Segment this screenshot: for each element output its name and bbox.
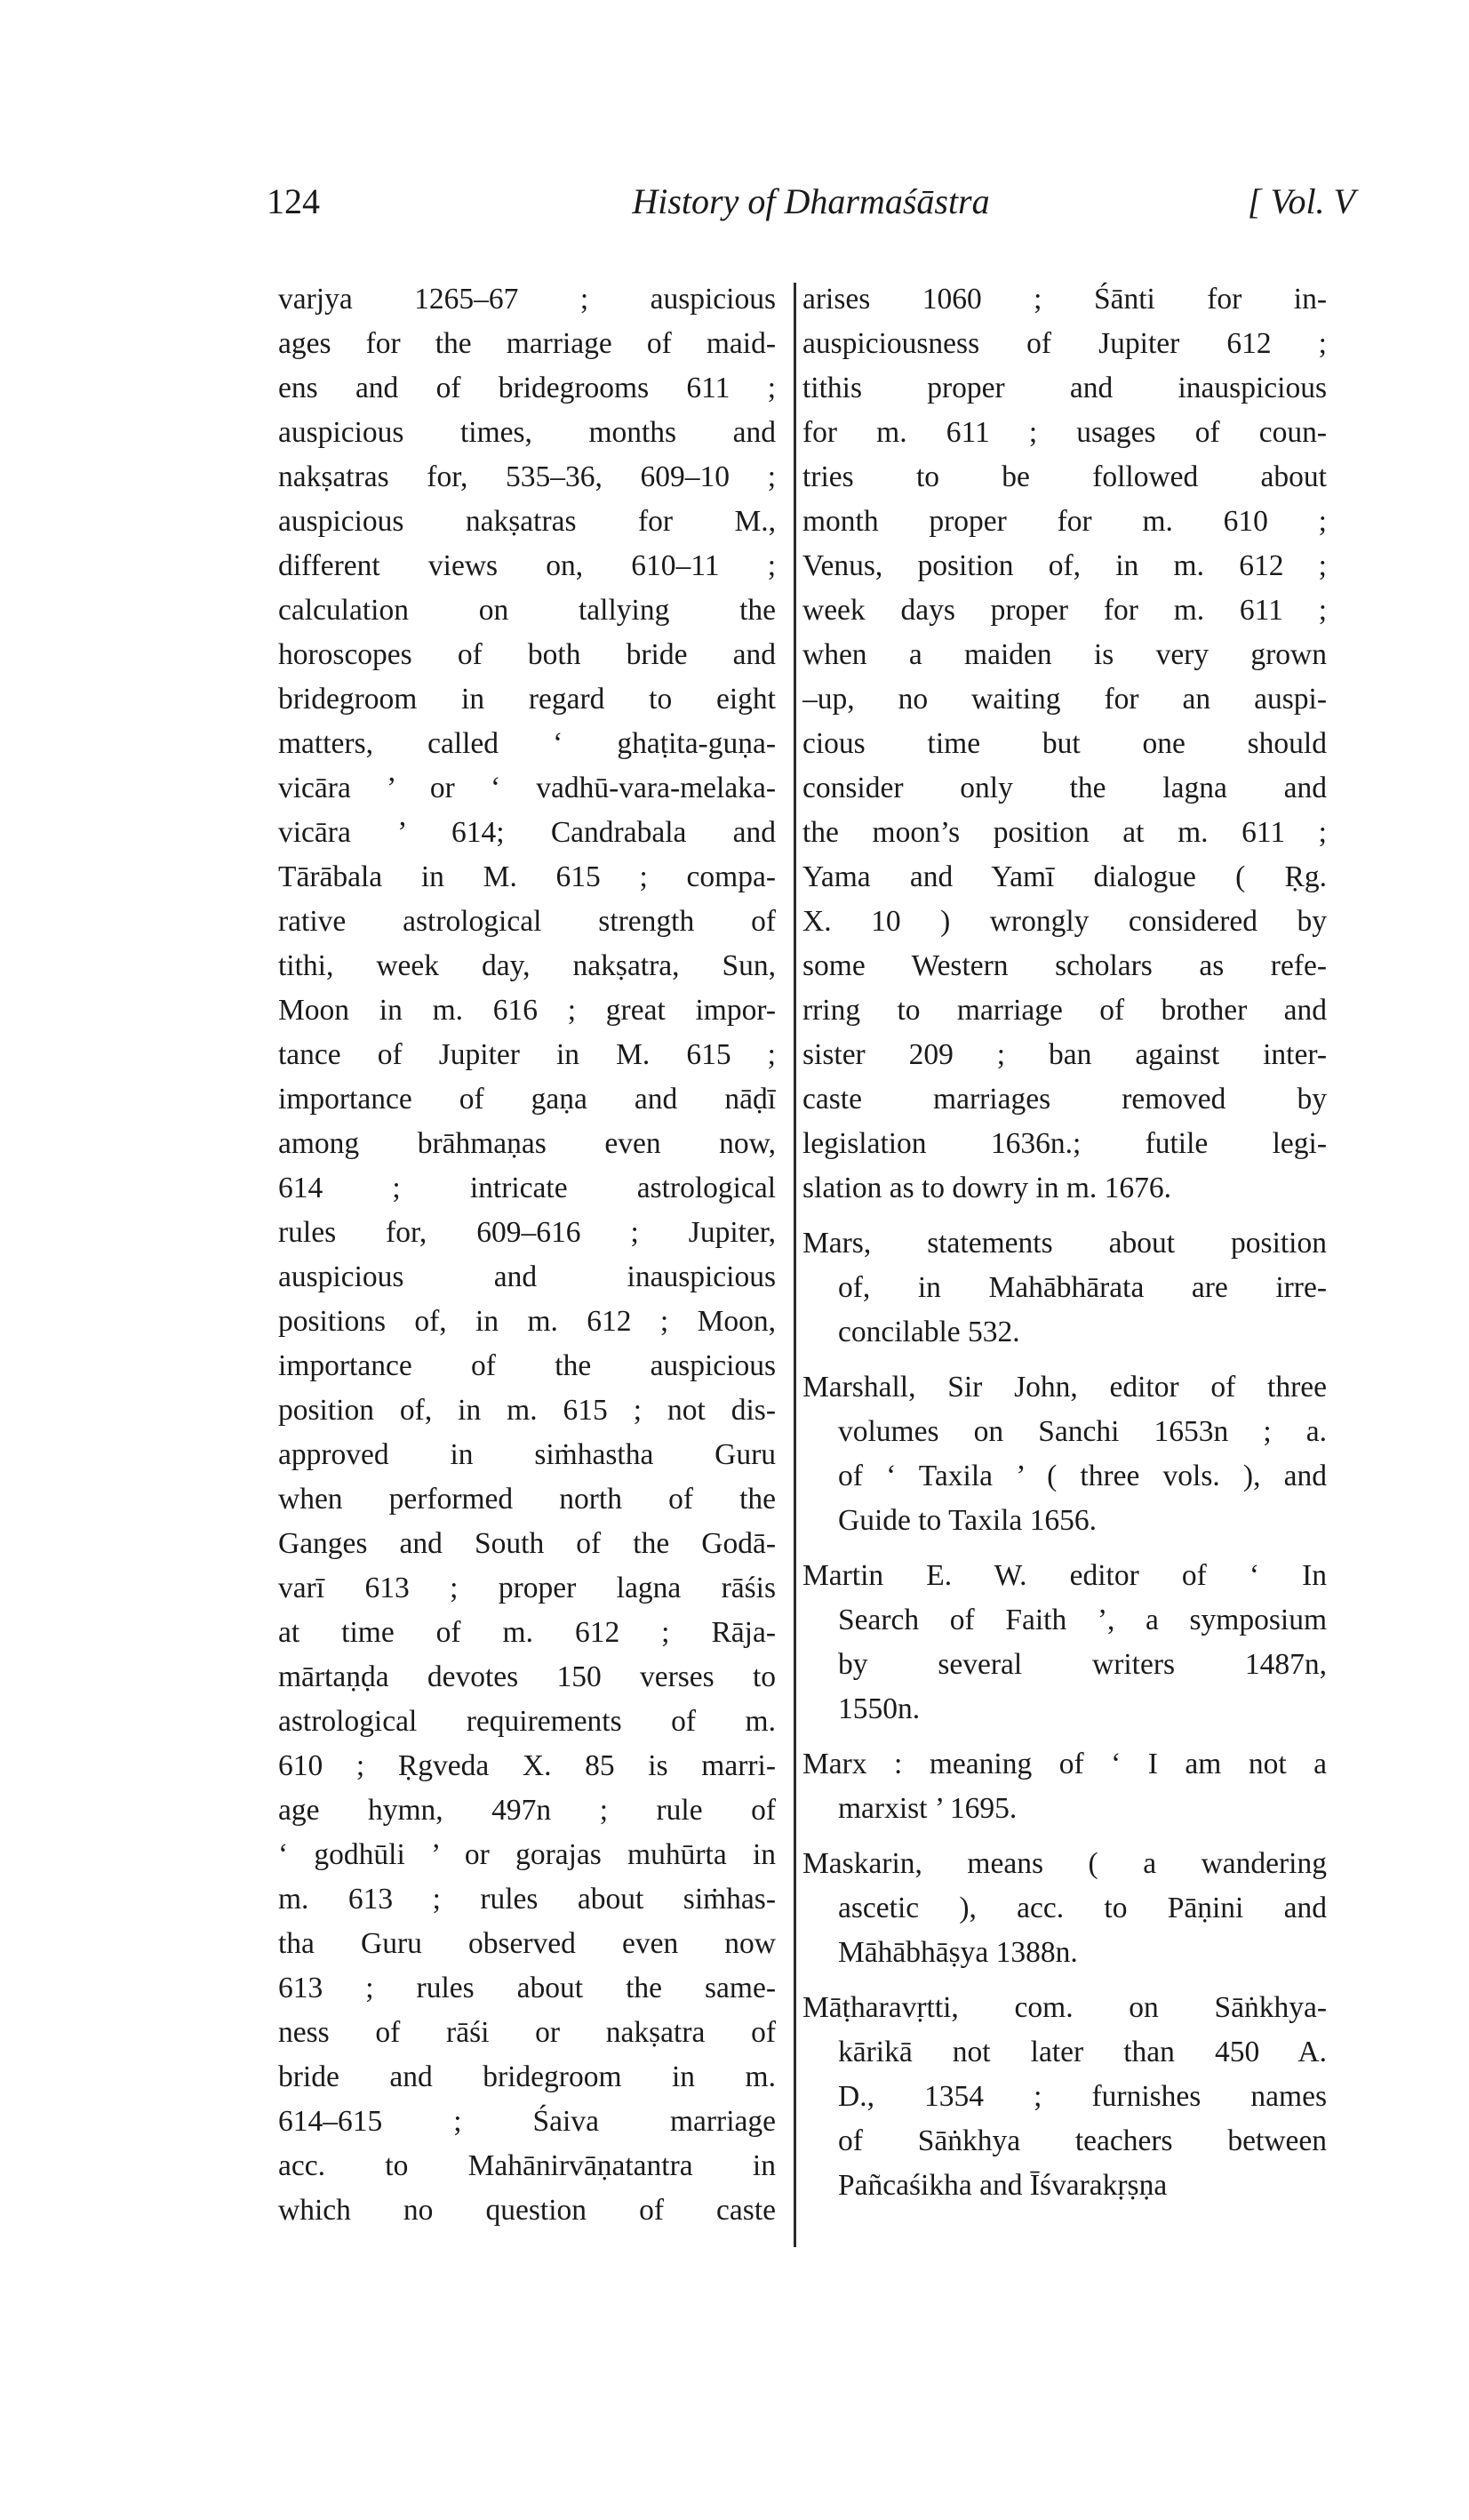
- text-line: caste marriages removed by: [802, 1083, 1327, 1116]
- text-line: tha Guru observed even now: [278, 1927, 776, 1960]
- text-line: ages for the marriage of maid-: [278, 327, 776, 360]
- text-line: which no question of caste: [278, 2194, 776, 2227]
- text-line: Yama and Yamī dialogue ( Ṛg.: [802, 860, 1327, 893]
- text-line: mārtaṇḍa devotes 150 verses to: [278, 1660, 776, 1693]
- text-line: tance of Jupiter in M. 615 ;: [278, 1038, 776, 1071]
- text-line: tries to be followed about: [802, 460, 1327, 493]
- text-line: 1550n.: [838, 1692, 921, 1725]
- text-line: kārikā not later than 450 A.: [838, 2036, 1327, 2068]
- text-line: position of, in m. 615 ; not dis-: [278, 1394, 776, 1427]
- index-entry: [802, 1742, 1327, 1831]
- text-line: positions of, in m. 612 ; Moon,: [278, 1305, 776, 1338]
- index-column-left: [278, 277, 776, 2233]
- index-column-right: [802, 277, 1327, 2208]
- text-line: 610 ; Ṛgveda X. 85 is marri-: [278, 1749, 776, 1782]
- text-line: month proper for m. 610 ;: [802, 505, 1327, 538]
- text-line: nakṣatras for, 535–36, 609–10 ;: [278, 460, 776, 493]
- text-line: acc. to Mahānirvāṇatantra in: [278, 2149, 776, 2182]
- text-line: rative astrological strength of: [278, 905, 776, 938]
- text-line: Tārābala in M. 615 ; compa-: [278, 860, 776, 893]
- text-line: ‘ godhūli ’ or gorajas muhūrta in: [278, 1838, 776, 1871]
- text-line: Māhābhāṣya 1388n.: [838, 1936, 1078, 1969]
- volume-mark: [ Vol. V: [1247, 181, 1355, 221]
- text-line: of, in Mahābhārata are irre-: [838, 1271, 1327, 1304]
- text-line: ens and of bridegrooms 611 ;: [278, 372, 776, 404]
- text-line: age hymn, 497n ; rule of: [278, 1794, 776, 1827]
- text-line: calculation on tallying the: [278, 594, 776, 627]
- text-line: rring to marriage of brother and: [802, 994, 1327, 1027]
- text-line: tithis proper and inauspicious: [802, 372, 1327, 404]
- text-line: auspicious nakṣatras for M.,: [278, 505, 776, 538]
- index-entry: [802, 1365, 1327, 1543]
- text-line: vicāra ’ 614; Candrabala and: [278, 816, 776, 849]
- text-line: of ‘ Taxila ’ ( three vols. ), and: [838, 1460, 1327, 1492]
- text-line: Maskarin, means ( a wandering: [802, 1847, 1327, 1880]
- text-line: m. 613 ; rules about siṁhas-: [278, 1883, 776, 1916]
- text-line: when a maiden is very grown: [802, 638, 1327, 671]
- text-line: vicāra ’ or ‘ vadhū-vara-melaka-: [278, 772, 776, 804]
- text-line: 613 ; rules about the same-: [278, 1972, 776, 2004]
- column-divider: [794, 283, 796, 2247]
- running-title: History of Dharmaśāstra: [632, 181, 990, 221]
- text-line: ness of rāśi or nakṣatra of: [278, 2016, 776, 2049]
- text-line: Search of Faith ’, a symposium: [838, 1604, 1327, 1636]
- text-line: 614 ; intricate astrological: [278, 1172, 776, 1204]
- text-line: for m. 611 ; usages of coun-: [802, 416, 1327, 449]
- text-line: week days proper for m. 611 ;: [802, 594, 1327, 627]
- text-line: bridegroom in regard to eight: [278, 683, 776, 716]
- text-line: Martin E. W. editor of ‘ In: [802, 1559, 1327, 1592]
- text-line: different views on, 610–11 ;: [278, 549, 776, 582]
- text-line: bride and bridegroom in m.: [278, 2060, 776, 2093]
- index-entry: [802, 1554, 1327, 1732]
- text-line: slation as to dowry in m. 1676.: [802, 1172, 1172, 1204]
- text-line: the moon’s position at m. 611 ;: [802, 816, 1327, 849]
- text-line: X. 10 ) wrongly considered by: [802, 905, 1327, 938]
- text-line: sister 209 ; ban against inter-: [802, 1038, 1327, 1071]
- text-line: –up, no waiting for an auspi-: [802, 683, 1327, 716]
- text-line: rules for, 609–616 ; Jupiter,: [278, 1216, 776, 1249]
- text-line: ascetic ), acc. to Pāṇini and: [838, 1892, 1327, 1924]
- text-line: Venus, position of, in m. 612 ;: [802, 549, 1327, 582]
- text-line: approved in siṁhastha Guru: [278, 1438, 776, 1471]
- text-line: when performed north of the: [278, 1483, 776, 1516]
- text-line: importance of the auspicious: [278, 1349, 776, 1382]
- text-line: varjya 1265–67 ; auspicious: [278, 283, 776, 316]
- index-entry-continuation: [802, 277, 1327, 1211]
- text-line: Māṭharavṛtti, com. on Sāṅkhya-: [802, 1991, 1327, 2024]
- text-line: by several writers 1487n,: [838, 1648, 1327, 1681]
- text-line: Moon in m. 616 ; great impor-: [278, 994, 776, 1027]
- text-line: D., 1354 ; furnishes names: [838, 2080, 1327, 2113]
- text-line: some Western scholars as refe-: [802, 949, 1327, 982]
- text-line: matters, called ‘ ghaṭita-guṇa-: [278, 727, 776, 760]
- text-line: marxist ’ 1695.: [838, 1792, 1018, 1825]
- index-entry: [802, 1842, 1327, 1975]
- text-line: Guide to Taxila 1656.: [838, 1504, 1098, 1537]
- text-line: of Sāṅkhya teachers between: [838, 2124, 1327, 2157]
- text-line: Marshall, Sir John, editor of three: [802, 1371, 1327, 1404]
- text-line: at time of m. 612 ; Rāja-: [278, 1616, 776, 1649]
- text-line: arises 1060 ; Śānti for in-: [802, 283, 1327, 316]
- text-line: among brāhmaṇas even now,: [278, 1127, 776, 1160]
- index-entry: [802, 1221, 1327, 1355]
- text-line: horoscopes of both bride and: [278, 638, 776, 671]
- text-line: Mars, statements about position: [802, 1227, 1327, 1260]
- text-line: astrological requirements of m.: [278, 1705, 776, 1738]
- text-line: varī 613 ; proper lagna rāśis: [278, 1572, 776, 1604]
- index-entry: [802, 1986, 1327, 2208]
- text-line: concilable 532.: [838, 1316, 1020, 1348]
- text-line: importance of gaṇa and nāḍī: [278, 1083, 776, 1116]
- text-line: consider only the lagna and: [802, 772, 1327, 804]
- text-line: auspicious and inauspicious: [278, 1260, 776, 1293]
- text-line: auspicious times, months and: [278, 416, 776, 449]
- text-line: tithi, week day, nakṣatra, Sun,: [278, 949, 776, 982]
- text-line: Marx : meaning of ‘ I am not a: [802, 1748, 1327, 1780]
- text-line: cious time but one should: [802, 727, 1327, 760]
- index-entries: [802, 1221, 1327, 2208]
- text-line: volumes on Sanchi 1653n ; a.: [838, 1415, 1327, 1448]
- page-header: [267, 180, 1355, 243]
- text-line: Ganges and South of the Godā-: [278, 1527, 776, 1560]
- text-line: legislation 1636n.; futile legi-: [802, 1127, 1327, 1160]
- page-number: 124: [267, 181, 320, 221]
- text-line: auspiciousness of Jupiter 612 ;: [802, 327, 1327, 360]
- text-line: Pañcaśikha and Īśvarakṛṣṇa: [838, 2169, 1168, 2202]
- text-line: 614–615 ; Śaiva marriage: [278, 2105, 776, 2138]
